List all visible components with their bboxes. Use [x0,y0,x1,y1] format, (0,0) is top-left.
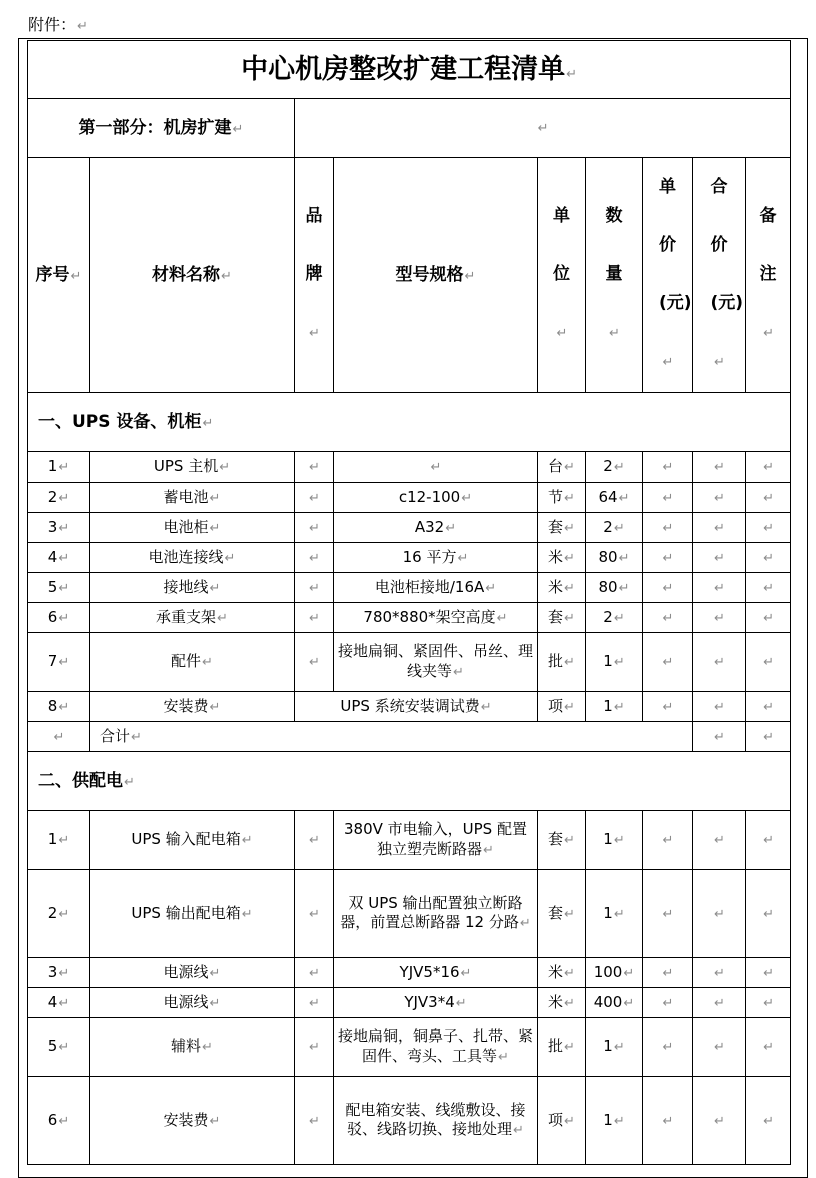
spec-cell: UPS 系统安装调试费↵ [295,692,538,722]
qty-cell: 400↵ [586,988,643,1018]
name-cell: 承重支架↵ [90,603,295,633]
name-cell: 安装费↵ [90,1077,295,1165]
qty-cell: 2↵ [586,603,643,633]
table-row [28,988,791,1018]
table-row [28,513,791,543]
spec-cell: 780*880*架空高度↵ [334,603,538,633]
qty-cell: 2↵ [586,452,643,483]
header-unit-price: 单价(元)↵ [643,158,693,393]
total-price-cell: ↵ [693,958,746,988]
brand-cell: ↵ [295,483,334,513]
brand-cell: ↵ [295,1077,334,1165]
section-title: 一、UPS 设备、机柜↵ [28,393,791,452]
subtotal-seq-cell: ↵ [28,722,90,752]
name-cell: 配件↵ [90,633,295,692]
title-row [28,41,791,99]
seq-cell: 4↵ [28,988,90,1018]
header-row [28,158,791,393]
total-price-cell: ↵ [693,452,746,483]
name-cell: 电池连接线↵ [90,543,295,573]
remark-cell: ↵ [746,1018,791,1077]
unit-price-cell: ↵ [643,603,693,633]
spec-cell: A32↵ [334,513,538,543]
table-row [28,692,791,722]
unit-cell: 批↵ [538,1018,586,1077]
header-unit: 单位↵ [538,158,586,393]
spec-cell: 双 UPS 输出配置独立断路器，前置总断路器 12 分路↵ [334,870,538,958]
seq-cell: 7↵ [28,633,90,692]
brand-cell: ↵ [295,513,334,543]
unit-cell: 批↵ [538,633,586,692]
document-title: 中心机房整改扩建工程清单↵ [28,41,791,99]
name-cell: 蓄电池↵ [90,483,295,513]
spec-cell: 接地扁铜、紧固件、吊丝、理线夹等↵ [334,633,538,692]
name-cell: UPS 输出配电箱↵ [90,870,295,958]
section-row [28,752,791,811]
section-row [28,393,791,452]
part-label: 第一部分：机房扩建↵ [28,99,295,158]
qty-cell: 1↵ [586,870,643,958]
subtotal-remark-cell: ↵ [746,722,791,752]
unit-price-cell: ↵ [643,513,693,543]
table-row [28,483,791,513]
qty-cell: 1↵ [586,692,643,722]
seq-cell: 2↵ [28,483,90,513]
brand-cell: ↵ [295,603,334,633]
seq-cell: 4↵ [28,543,90,573]
remark-cell: ↵ [746,811,791,870]
brand-cell: ↵ [295,870,334,958]
seq-cell: 6↵ [28,603,90,633]
spec-cell: YJV3*4↵ [334,988,538,1018]
spec-cell: 380V 市电输入，UPS 配置独立塑壳断路器↵ [334,811,538,870]
table-row [28,1077,791,1165]
project-list-table [27,40,791,1165]
total-price-cell: ↵ [693,1077,746,1165]
brand-cell: ↵ [295,1018,334,1077]
unit-cell: 套↵ [538,603,586,633]
remark-cell: ↵ [746,958,791,988]
total-price-cell: ↵ [693,870,746,958]
seq-cell: 5↵ [28,573,90,603]
unit-price-cell: ↵ [643,811,693,870]
spec-cell: 配电箱安装、线缆敷设、接驳、线路切换、接地处理↵ [334,1077,538,1165]
table-row [28,870,791,958]
remark-cell: ↵ [746,452,791,483]
spec-cell: 16 平方↵ [334,543,538,573]
table-row [28,1018,791,1077]
attachment-label: 附件：↵ [28,15,88,34]
unit-cell: 米↵ [538,958,586,988]
unit-price-cell: ↵ [643,452,693,483]
unit-cell: 米↵ [538,573,586,603]
qty-cell: 80↵ [586,573,643,603]
name-cell: UPS 主机↵ [90,452,295,483]
qty-cell: 100↵ [586,958,643,988]
qty-cell: 1↵ [586,811,643,870]
name-cell: 电源线↵ [90,988,295,1018]
total-price-cell: ↵ [693,633,746,692]
table-row [28,958,791,988]
total-price-cell: ↵ [693,1018,746,1077]
qty-cell: 1↵ [586,1077,643,1165]
unit-cell: 米↵ [538,988,586,1018]
name-cell: 接地线↵ [90,573,295,603]
subtotal-label: 合计↵ [90,722,693,752]
remark-cell: ↵ [746,633,791,692]
remark-cell: ↵ [746,603,791,633]
name-cell: 电源线↵ [90,958,295,988]
total-price-cell: ↵ [693,483,746,513]
unit-cell: 米↵ [538,543,586,573]
spec-cell: c12-100↵ [334,483,538,513]
spec-cell: YJV5*16↵ [334,958,538,988]
spec-cell: 接地扁铜，铜鼻子、扎带、紧固件、弯头、工具等↵ [334,1018,538,1077]
spec-cell: 电池柜接地/16A↵ [334,573,538,603]
qty-cell: 64↵ [586,483,643,513]
total-price-cell: ↵ [693,543,746,573]
seq-cell: 6↵ [28,1077,90,1165]
total-price-cell: ↵ [693,811,746,870]
seq-cell: 5↵ [28,1018,90,1077]
remark-cell: ↵ [746,1077,791,1165]
remark-cell: ↵ [746,543,791,573]
seq-cell: 3↵ [28,958,90,988]
brand-cell: ↵ [295,988,334,1018]
total-price-cell: ↵ [693,603,746,633]
header-qty: 数量↵ [586,158,643,393]
remark-cell: ↵ [746,870,791,958]
qty-cell: 80↵ [586,543,643,573]
section-title: 二、供配电↵ [28,752,791,811]
name-cell: 辅料↵ [90,1018,295,1077]
part-row [28,99,791,158]
unit-cell: 套↵ [538,811,586,870]
total-price-cell: ↵ [693,513,746,543]
table-row [28,811,791,870]
brand-cell: ↵ [295,452,334,483]
unit-price-cell: ↵ [643,483,693,513]
seq-cell: 8↵ [28,692,90,722]
name-cell: 安装费↵ [90,692,295,722]
header-remark: 备注↵ [746,158,791,393]
unit-cell: 套↵ [538,870,586,958]
brand-cell: ↵ [295,811,334,870]
total-price-cell: ↵ [693,573,746,603]
name-cell: UPS 输入配电箱↵ [90,811,295,870]
total-price-cell: ↵ [693,692,746,722]
unit-cell: 项↵ [538,692,586,722]
table-row [28,603,791,633]
unit-price-cell: ↵ [643,633,693,692]
remark-cell: ↵ [746,988,791,1018]
unit-cell: 台↵ [538,452,586,483]
brand-cell: ↵ [295,573,334,603]
unit-price-cell: ↵ [643,692,693,722]
unit-price-cell: ↵ [643,1077,693,1165]
seq-cell: 1↵ [28,452,90,483]
unit-cell: 节↵ [538,483,586,513]
part-value-cell: ↵ [295,99,791,158]
unit-cell: 项↵ [538,1077,586,1165]
brand-cell: ↵ [295,543,334,573]
remark-cell: ↵ [746,692,791,722]
table-row [28,452,791,483]
total-price-cell: ↵ [693,988,746,1018]
qty-cell: 2↵ [586,513,643,543]
seq-cell: 1↵ [28,811,90,870]
remark-cell: ↵ [746,483,791,513]
unit-price-cell: ↵ [643,543,693,573]
unit-price-cell: ↵ [643,1018,693,1077]
brand-cell: ↵ [295,633,334,692]
header-name: 材料名称↵ [90,158,295,393]
qty-cell: 1↵ [586,1018,643,1077]
table-row [28,573,791,603]
seq-cell: 3↵ [28,513,90,543]
unit-cell: 套↵ [538,513,586,543]
header-brand: 品牌↵ [295,158,334,393]
subtotal-total-cell: ↵ [693,722,746,752]
name-cell: 电池柜↵ [90,513,295,543]
seq-cell: 2↵ [28,870,90,958]
subtotal-row [28,722,791,752]
header-spec: 型号规格↵ [334,158,538,393]
brand-cell: ↵ [295,958,334,988]
remark-cell: ↵ [746,573,791,603]
spec-cell: ↵ [334,452,538,483]
header-seq: 序号↵ [28,158,90,393]
table-row [28,543,791,573]
unit-price-cell: ↵ [643,870,693,958]
header-total-price: 合价(元)↵ [693,158,746,393]
table-row [28,633,791,692]
qty-cell: 1↵ [586,633,643,692]
unit-price-cell: ↵ [643,573,693,603]
unit-price-cell: ↵ [643,958,693,988]
remark-cell: ↵ [746,513,791,543]
unit-price-cell: ↵ [643,988,693,1018]
